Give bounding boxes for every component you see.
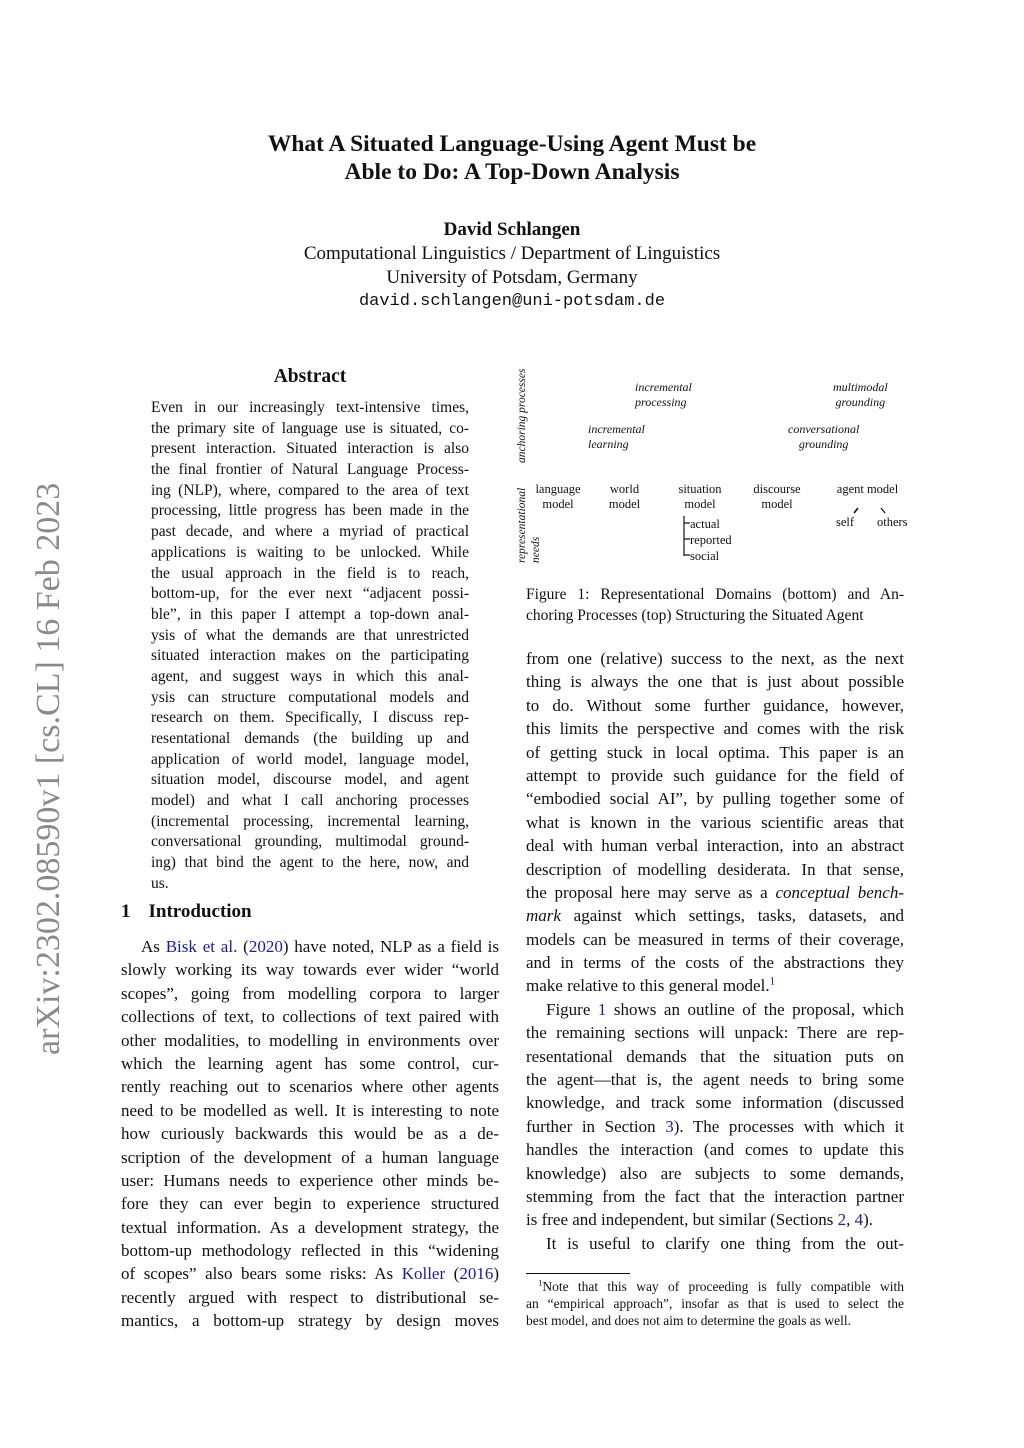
text-line: need to be modelled as well. It is interesting to note	[121, 1100, 499, 1120]
text-line: agent, and suggest ways in which this anal-	[151, 667, 469, 685]
label-conversational-grounding: conversational grounding	[788, 422, 860, 451]
footnote-line: $^1$Note that this way of proceeding is fully compatible with	[538, 1277, 904, 1294]
text-line: processing, little progress has been made in the	[151, 502, 469, 520]
arxiv-identifier: arXiv:2302.08590v1 [cs.CL] 16 Feb 2023	[30, 482, 67, 1055]
title-line-1: What A Situated Language-Using Agent Must be	[267, 131, 757, 157]
text-line: present interaction. Situated interaction is also	[151, 440, 469, 458]
abstract-body	[151, 398, 469, 895]
section-2-link[interactable]: 2	[837, 1210, 847, 1230]
text-line: the usual approach in the field is to reach,	[151, 564, 469, 582]
node-agent-model: agent model	[836, 482, 899, 496]
footnote-marker-link[interactable]: 1	[769, 975, 776, 988]
text-line: past decade, and where a myriad of practical	[151, 523, 469, 541]
text-line: knowledge, and track some information (discussed	[526, 1093, 904, 1113]
text-line: fore they can ever begin to experience structured	[121, 1194, 499, 1214]
author-email[interactable]: david.schlangen@uni-potsdam.de	[358, 292, 666, 311]
text-line: resentational demands that the situation puts on	[526, 1046, 904, 1066]
author-name: David Schlangen	[443, 219, 581, 240]
text-line: what is known in the various scientific areas that	[526, 812, 904, 832]
text-line: thing is always the one that is just about possible	[526, 672, 904, 692]
text-line: ble”, in this paper I attempt a top-down anal-	[151, 605, 469, 623]
text-line: research on them. Specifically, I discuss rep-	[151, 709, 469, 727]
node-situation-model: situation model	[678, 482, 722, 511]
axis-label-anchoring: anchoring processes	[516, 368, 528, 463]
section-3-link[interactable]: 3	[665, 1116, 674, 1136]
text-line: how curiously backwards this would be as a de-	[121, 1124, 499, 1144]
right-lines-c	[526, 1021, 904, 1115]
footnote	[526, 1278, 904, 1329]
node-self: self	[836, 515, 855, 529]
node-others: others	[877, 515, 908, 529]
text-line: the final frontier of Natural Language Process-	[151, 461, 469, 479]
left-column-text	[121, 935, 499, 1333]
author-block	[160, 218, 864, 314]
text-line: is free and independent, but similar (Sections 2, 4).	[526, 1210, 874, 1230]
text-line: ing (NLP), where, compared to the area of text	[151, 481, 469, 499]
text-line: this limits the perspective and comes with the risk	[526, 719, 904, 739]
paper-title	[160, 130, 864, 186]
text-line: application of world model, language model,	[151, 750, 469, 768]
text-line: to do. Without some further guidance, however,	[526, 695, 904, 715]
text-line: bottom-up, for the ever next “adjacent possi-	[151, 585, 469, 603]
citation-bisk-year[interactable]: 2020	[248, 937, 283, 956]
right-lines-d	[526, 1138, 904, 1208]
text-line: description of modelling desiderata. In that sense,	[526, 859, 904, 879]
figure-caption	[526, 584, 904, 626]
text-line: ing) that bind the agent to the here, now, and	[151, 854, 469, 872]
axis-label-representational: representational	[516, 487, 528, 563]
text-line: the remaining sections will unpack: There are rep-	[526, 1023, 904, 1043]
citation-bisk[interactable]: Bisk et al.	[165, 937, 238, 956]
abstract-heading: Abstract	[273, 366, 347, 387]
section-4-link[interactable]: 4	[854, 1210, 864, 1230]
text-line: which the learning agent has some control, cur-	[121, 1053, 499, 1073]
node-world-model: world model	[608, 482, 641, 511]
text-line: It is useful to clarify one thing from the out-	[546, 1233, 904, 1253]
node-language-model: language model	[535, 482, 581, 511]
text-line: recently argued with respect to distributional se-	[121, 1287, 499, 1307]
footnote-line: an “empirical approach”, insofar as that is used to select the	[526, 1296, 904, 1311]
text-line: “embodied social AI”, by pulling together some of	[526, 789, 904, 809]
text-line: other modalities, to modelling in environments over	[121, 1030, 499, 1050]
author-affiliation-1: Computational Linguistics / Department of Linguistics	[303, 243, 721, 264]
text-line: the primary site of language use is situated, co-	[151, 419, 469, 437]
author-affiliation-2: University of Potsdam, Germany	[386, 267, 638, 288]
text-line: scription of the development of a human language	[121, 1147, 499, 1167]
text-line: resentational demands (the building up and	[151, 730, 469, 747]
text-line: collections of text, to collections of text paired with	[121, 1007, 499, 1027]
text-line: models can be measured in terms of their coverage,	[526, 929, 904, 949]
text-line: bottom-up methodology reflected in this “widening	[121, 1241, 499, 1261]
text-line: (incremental processing, incremental learning,	[151, 812, 469, 830]
text-line: the agent—that is, the agent needs to bring some	[526, 1070, 904, 1090]
text-line: model) and what I call anchoring processes	[151, 792, 469, 810]
text-line: Even in our increasingly text-intensive times,	[151, 399, 469, 416]
left-lines	[121, 958, 499, 1262]
citation-koller[interactable]: Koller	[401, 1264, 446, 1284]
node-reported: reported	[690, 533, 732, 547]
text-line: the proposal here may serve as a conceptual bench-	[526, 882, 904, 902]
text-line: deal with human verbal interaction, into an abstract	[526, 836, 904, 856]
figure-ref-link[interactable]: 1	[597, 999, 607, 1019]
text-line: make relative to this general model.$^1$	[526, 975, 776, 996]
text-line: of getting stuck in local optima. This paper is an	[526, 742, 904, 762]
text-line: attempt to provide such guidance for the field of	[526, 765, 904, 785]
right-column-text	[526, 647, 904, 1255]
text-line: from one (relative) success to the next, as the next	[526, 649, 904, 668]
node-social: social	[690, 549, 720, 563]
footnote-rule	[526, 1273, 630, 1274]
text-line: mantics, a bottom-up strategy by design moves	[121, 1311, 499, 1331]
text-line: further in Section 3). The processes with which it	[526, 1116, 904, 1136]
node-discourse-model: discourse model	[753, 482, 801, 511]
text-line: stemming from the fact that the interaction partner	[526, 1186, 904, 1206]
text-line: us.	[151, 874, 169, 892]
text-line: applications is waiting to be unlocked. While	[151, 543, 469, 561]
text-line: handles the interaction (and comes to update this	[526, 1140, 904, 1160]
text-line: rently reaching out to scenarios where other agents	[121, 1077, 499, 1097]
text-line: As Bisk et al. (2020) have noted, NLP as a field is	[141, 937, 499, 956]
text-line: ysis can structure computational models and	[151, 688, 469, 706]
section-number: 1	[121, 901, 131, 922]
node-actual: actual	[690, 517, 720, 531]
text-line: situation model, discourse model, and agent	[151, 771, 469, 789]
text-line: user: Humans needs to experience other minds be-	[121, 1170, 499, 1190]
text-line: scopes”, going from modelling corpora to larger	[121, 983, 499, 1003]
caption-line: choring Processes (top) Structuring the Situated Agent	[526, 607, 864, 624]
text-line: textual information. As a development strategy, the	[121, 1217, 499, 1237]
text-line: mark against which settings, tasks, datasets, and	[526, 906, 904, 926]
label-incremental-processing: incremental processing	[635, 380, 692, 409]
right-lines-b	[526, 928, 904, 975]
axis-label-needs: needs	[530, 536, 542, 563]
citation-koller-year[interactable]: 2016	[459, 1264, 494, 1284]
text-line: slowly working its way towards ever wider “world	[121, 960, 499, 980]
section-heading-introduction	[121, 901, 252, 923]
footnote-line: best model, and does not aim to determine the goals as well.	[526, 1313, 852, 1328]
text-line: Figure 1 shows an outline of the proposal, which	[546, 999, 904, 1019]
footnote-mark: 1	[538, 1277, 543, 1288]
arxiv-sidebar	[20, 482, 80, 1055]
right-lines-a	[526, 647, 904, 881]
title-line-2: Able to Do: A Top-Down Analysis	[344, 159, 680, 185]
section-title: Introduction	[148, 901, 252, 922]
text-line: situated interaction makes on the participating	[151, 647, 469, 665]
caption-line: Figure 1: Representational Domains (bottom) and An-	[526, 586, 904, 603]
text-line: and in terms of the costs of the abstractions they	[526, 953, 904, 973]
label-multimodal-grounding: multimodal grounding	[833, 380, 888, 409]
text-line: ysis of what the demands are that unrestricted	[151, 626, 469, 644]
figure-1	[510, 365, 910, 575]
text-line: knowledge) also are subjects to some demands,	[526, 1163, 904, 1183]
text-line: conversational grounding, multimodal ground-	[151, 833, 469, 851]
text-line: of scopes” also bears some risks: As Koller (2016)	[121, 1264, 499, 1284]
left-lines-end	[121, 1286, 499, 1333]
label-incremental-learning: incremental learning	[588, 422, 645, 451]
